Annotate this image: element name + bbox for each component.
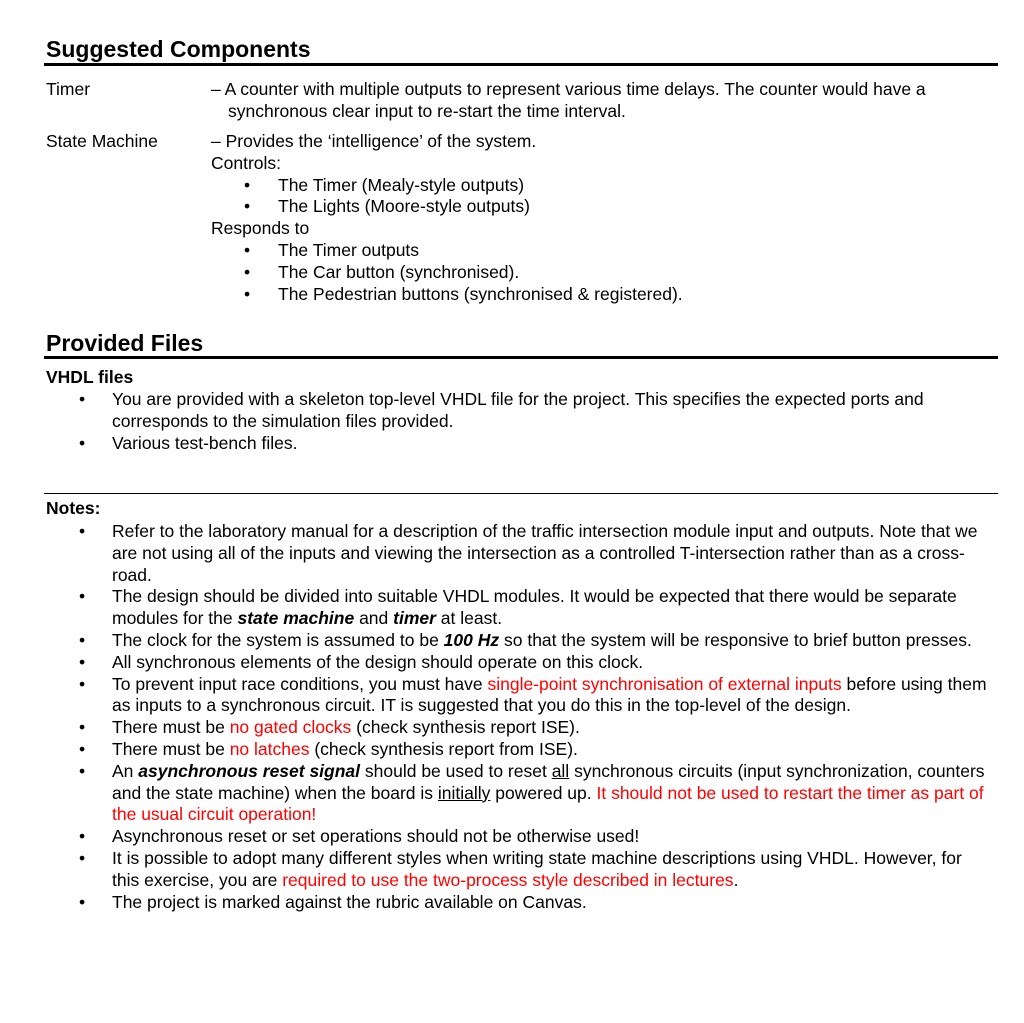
bullet-icon: • (79, 673, 86, 694)
list-item: • You are provided with a skeleton top-level VHDL file for the project. This specifies the expected ports and corresponds to the simulation files provided. (79, 389, 924, 431)
responds-label: Responds to (211, 218, 310, 239)
bullet-icon: • (244, 261, 251, 282)
list-item: • The design should be divided into suitable VHDL modules. It would be expected that there would be separate modules for the state machine and timer at least. (79, 586, 957, 629)
notes-rule (44, 493, 998, 494)
notes-list (46, 521, 988, 913)
bullet-icon: • (244, 196, 251, 217)
bullet-icon: • (244, 174, 251, 195)
bullet-icon: • (79, 826, 86, 847)
list-item: • The Pedestrian buttons (synchronised & registered). (244, 283, 683, 304)
state-machine-label: State Machine (46, 131, 158, 151)
list-item: • It is possible to adopt many different styles when writing state machine descriptions using VHDL. However, for this exercise, you are required to use the two-process style described in lectures. (79, 847, 962, 890)
bullet-icon: • (79, 717, 86, 738)
section-heading-provided-files: Provided Files (46, 330, 204, 356)
list-item: • The clock for the system is assumed to be 100 Hz so that the system will be responsive to brief button presses. (79, 629, 972, 650)
bullet-icon: • (79, 629, 86, 650)
bullet-icon: • (79, 738, 86, 759)
responds-list (211, 240, 991, 305)
bullet-icon: • (79, 760, 86, 781)
bullet-icon: • (244, 283, 251, 304)
list-item: • Refer to the laboratory manual for a description of the traffic intersection module input and outputs. Note that we are not using all of the inputs and viewing the intersection as a controlled T-intersection rather than as a cross-road. (79, 521, 978, 585)
bullet-icon: • (79, 651, 86, 672)
bullet-icon: • (79, 432, 86, 453)
vhdl-files-label: VHDL files (46, 367, 134, 387)
bullet-icon: • (79, 389, 86, 409)
list-item: • There must be no latches (check synthesis report from ISE). (79, 738, 578, 759)
list-item: • Asynchronous reset or set operations should not be otherwise used! (79, 826, 640, 847)
state-machine-description (211, 131, 991, 305)
list-item: • The Car button (synchronised). (244, 261, 520, 282)
list-item: • The Timer (Mealy-style outputs) (244, 174, 525, 195)
list-item: • The project is marked against the rubric available on Canvas. (79, 891, 587, 912)
heading-rule (44, 63, 998, 66)
notes-label: Notes: (46, 498, 101, 518)
provided-files-list (46, 389, 986, 454)
timer-description-line2: synchronous clear input to re-start the time interval. (228, 100, 626, 121)
bullet-icon: • (244, 239, 251, 260)
list-item: • The Timer outputs (244, 239, 420, 260)
timer-description (211, 79, 991, 123)
list-item: • The Lights (Moore-style outputs) (244, 196, 530, 217)
timer-label: Timer (46, 79, 91, 99)
list-item: • Various test-bench files. (79, 432, 298, 453)
bullet-icon: • (79, 521, 86, 541)
heading-rule (44, 356, 998, 359)
list-item: • An asynchronous reset signal should be used to reset all synchronous circuits (input synchronization, counters and the state machine) when the board is initially powered up. It should not be used to restart the timer as part of the usual circuit operation! (79, 760, 985, 825)
timer-description-line1: – A counter with multiple outputs to represent various time delays. The counter would have a (211, 79, 926, 99)
bullet-icon: • (79, 847, 86, 868)
section-heading-suggested-components: Suggested Components (46, 36, 311, 62)
list-item: • There must be no gated clocks (check synthesis report ISE). (79, 717, 580, 738)
state-machine-intro: – Provides the ‘intelligence’ of the system. (211, 131, 537, 151)
bullet-icon: • (79, 891, 86, 912)
controls-label: Controls: (211, 152, 282, 173)
list-item: • To prevent input race conditions, you must have single-point synchronisation of external inputs before using them as inputs to a synchronous circuit. IT is suggested that you do this in the top-level of the design. (79, 673, 987, 716)
bullet-icon: • (79, 586, 86, 607)
list-item: • All synchronous elements of the design should operate on this clock. (79, 651, 644, 672)
controls-list (211, 175, 991, 219)
